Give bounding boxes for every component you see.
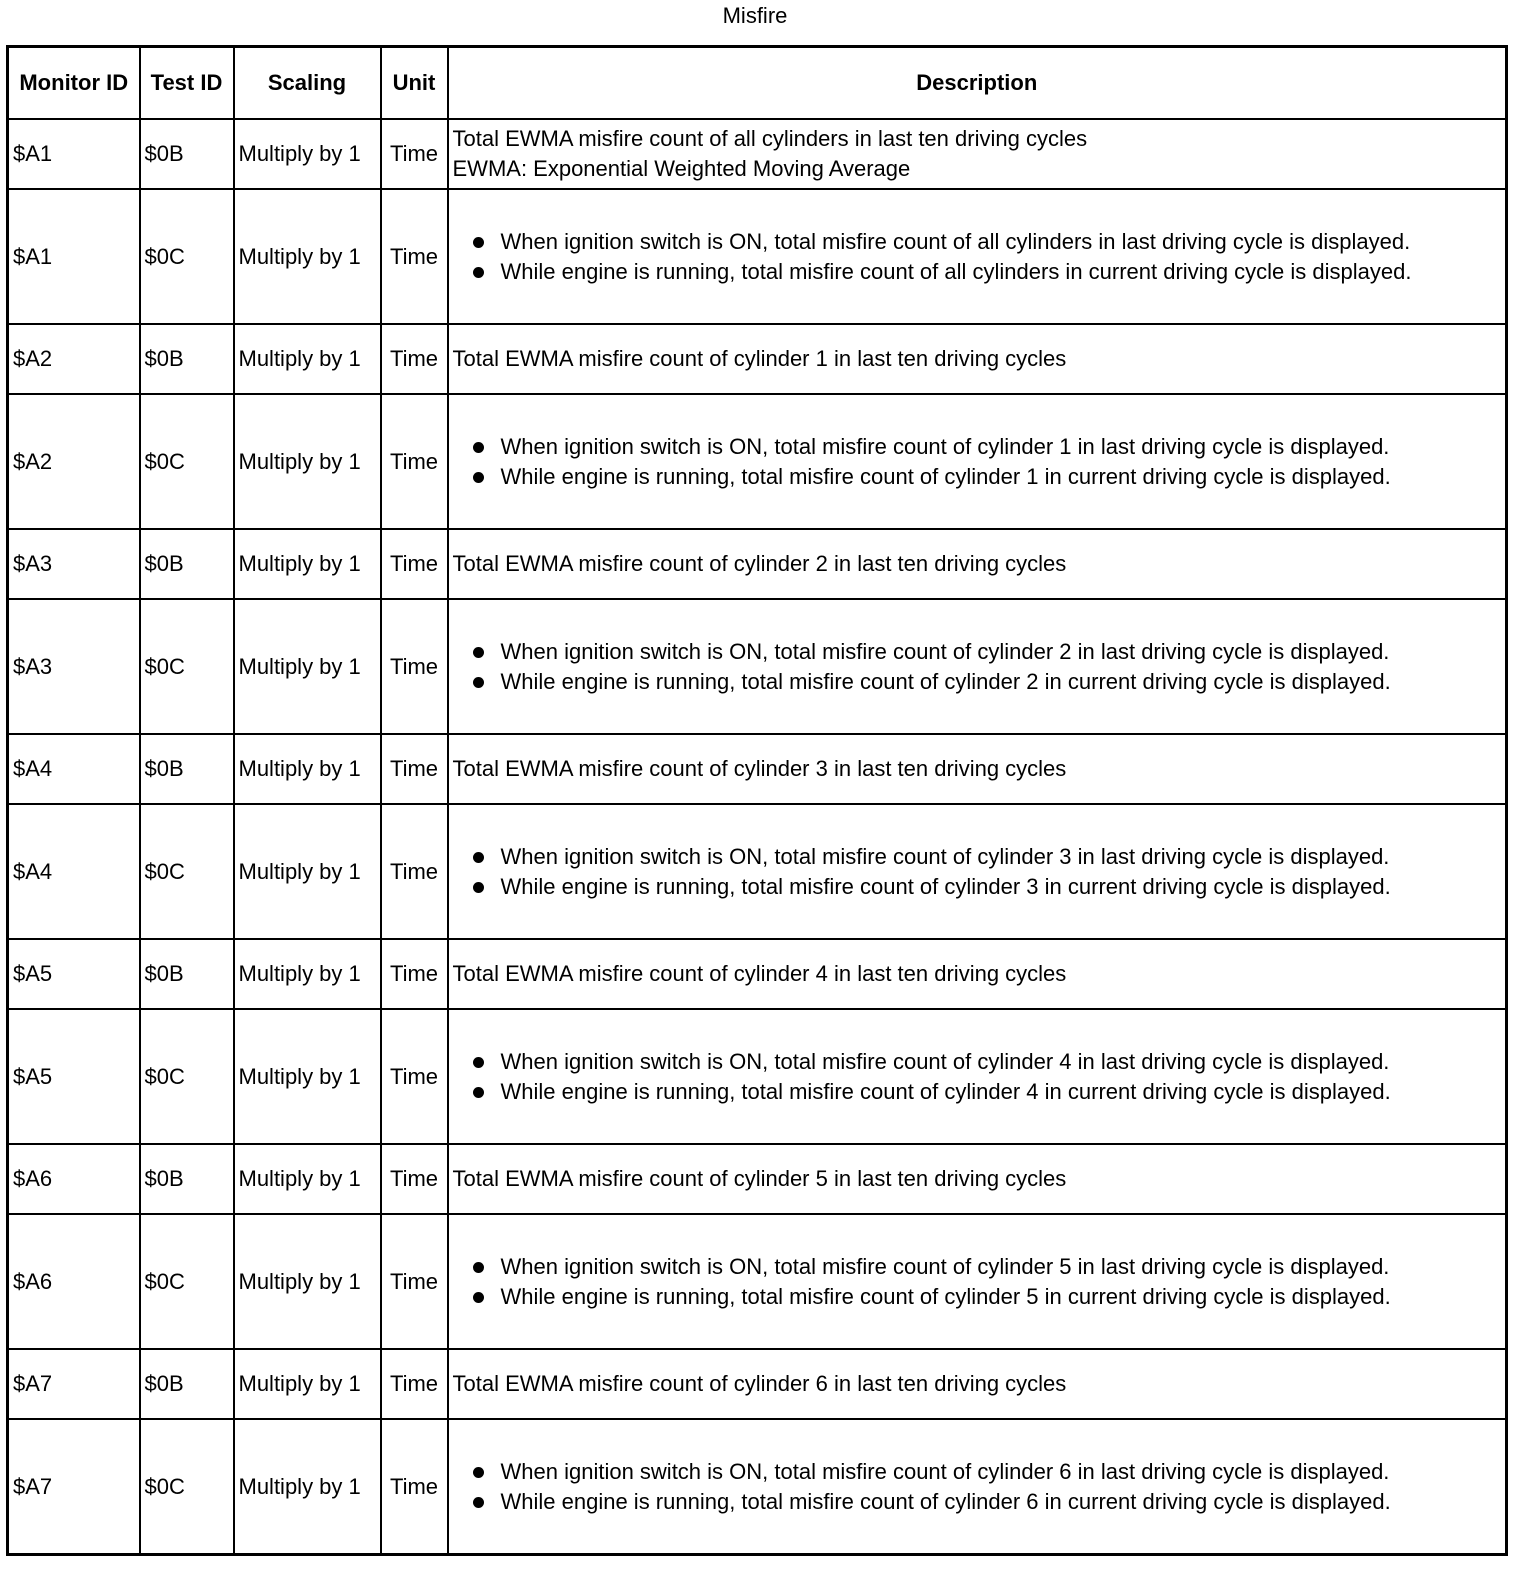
description-bullet: When ignition switch is ON, total misfire count of cylinder 2 in last driving cycle is displayed. — [501, 637, 1502, 667]
description-bullet: When ignition switch is ON, total misfire count of cylinder 5 in last driving cycle is displayed. — [501, 1252, 1502, 1282]
description-cell — [448, 1214, 1507, 1349]
header-monitor-id: Monitor ID — [8, 47, 140, 120]
test-id-cell: $0B — [140, 119, 234, 189]
description-line: Total EWMA misfire count of cylinder 6 in last ten driving cycles — [452, 1371, 1067, 1396]
header-test-id: Test ID — [140, 47, 234, 120]
header-scaling: Scaling — [234, 47, 381, 120]
table-row — [8, 119, 1507, 189]
scaling-cell: Multiply by 1 — [234, 734, 381, 804]
scaling-cell: Multiply by 1 — [234, 804, 381, 939]
description-bullet: While engine is running, total misfire count of cylinder 6 in current driving cycle is displayed. — [501, 1487, 1502, 1517]
description-line: EWMA: Exponential Weighted Moving Average — [452, 156, 911, 181]
table-row — [8, 734, 1507, 804]
test-id-cell: $0B — [140, 324, 234, 394]
description-cell — [448, 1349, 1507, 1419]
unit-cell: Time — [381, 324, 448, 394]
description-bullet: While engine is running, total misfire count of cylinder 2 in current driving cycle is displayed. — [501, 667, 1502, 697]
monitor-id-cell: $A2 — [8, 394, 140, 529]
table-row — [8, 804, 1507, 939]
table-row — [8, 189, 1507, 324]
description-cell — [448, 1009, 1507, 1144]
scaling-cell: Multiply by 1 — [234, 1419, 381, 1555]
table-row — [8, 529, 1507, 599]
unit-cell: Time — [381, 1349, 448, 1419]
test-id-cell: $0B — [140, 734, 234, 804]
test-id-cell: $0B — [140, 529, 234, 599]
test-id-cell: $0B — [140, 939, 234, 1009]
unit-cell: Time — [381, 939, 448, 1009]
description-bullet: When ignition switch is ON, total misfire count of all cylinders in last driving cycle is displayed. — [501, 227, 1502, 257]
description-cell — [448, 1144, 1507, 1214]
test-id-cell: $0B — [140, 1349, 234, 1419]
test-id-cell: $0C — [140, 1009, 234, 1144]
description-bullet-list — [453, 1047, 1502, 1107]
monitor-id-cell: $A4 — [8, 804, 140, 939]
description-bullet: When ignition switch is ON, total misfire count of cylinder 3 in last driving cycle is displayed. — [501, 842, 1502, 872]
description-bullet: When ignition switch is ON, total misfire count of cylinder 1 in last driving cycle is displayed. — [501, 432, 1502, 462]
table-header-row — [8, 47, 1507, 120]
description-line: Total EWMA misfire count of cylinder 5 in last ten driving cycles — [452, 1166, 1067, 1191]
description-cell — [448, 189, 1507, 324]
description-cell — [448, 324, 1507, 394]
test-id-cell: $0B — [140, 1144, 234, 1214]
description-bullet-list — [453, 1457, 1502, 1517]
scaling-cell: Multiply by 1 — [234, 1009, 381, 1144]
test-id-cell: $0C — [140, 1214, 234, 1349]
scaling-cell: Multiply by 1 — [234, 324, 381, 394]
scaling-cell: Multiply by 1 — [234, 1144, 381, 1214]
description-cell — [448, 1419, 1507, 1555]
unit-cell: Time — [381, 804, 448, 939]
unit-cell: Time — [381, 599, 448, 734]
description-cell — [448, 599, 1507, 734]
scaling-cell: Multiply by 1 — [234, 1214, 381, 1349]
description-cell — [448, 394, 1507, 529]
table-body — [8, 119, 1507, 1555]
description-line: Total EWMA misfire count of cylinder 2 in last ten driving cycles — [452, 551, 1067, 576]
unit-cell: Time — [381, 529, 448, 599]
description-bullet-list — [453, 637, 1502, 697]
unit-cell: Time — [381, 1419, 448, 1555]
table-row — [8, 1144, 1507, 1214]
table-row — [8, 1009, 1507, 1144]
description-cell — [448, 119, 1507, 189]
unit-cell: Time — [381, 189, 448, 324]
misfire-table — [6, 45, 1508, 1556]
scaling-cell: Multiply by 1 — [234, 119, 381, 189]
description-bullet-list — [453, 227, 1502, 287]
description-cell — [448, 734, 1507, 804]
unit-cell: Time — [381, 734, 448, 804]
monitor-id-cell: $A1 — [8, 189, 140, 324]
description-line: Total EWMA misfire count of cylinder 3 in last ten driving cycles — [452, 756, 1067, 781]
monitor-id-cell: $A6 — [8, 1144, 140, 1214]
description-bullet: When ignition switch is ON, total misfire count of cylinder 4 in last driving cycle is displayed. — [501, 1047, 1502, 1077]
test-id-cell: $0C — [140, 189, 234, 324]
description-bullet: While engine is running, total misfire count of cylinder 3 in current driving cycle is displayed. — [501, 872, 1502, 902]
scaling-cell: Multiply by 1 — [234, 599, 381, 734]
description-cell — [448, 939, 1507, 1009]
monitor-id-cell: $A5 — [8, 939, 140, 1009]
table-row — [8, 324, 1507, 394]
unit-cell: Time — [381, 394, 448, 529]
test-id-cell: $0C — [140, 394, 234, 529]
description-line: Total EWMA misfire count of cylinder 1 in last ten driving cycles — [452, 346, 1067, 371]
description-line: Total EWMA misfire count of cylinder 4 in last ten driving cycles — [452, 961, 1067, 986]
description-cell — [448, 529, 1507, 599]
description-bullet-list — [453, 1252, 1502, 1312]
scaling-cell: Multiply by 1 — [234, 529, 381, 599]
header-unit: Unit — [381, 47, 448, 120]
monitor-id-cell: $A1 — [8, 119, 140, 189]
header-description: Description — [448, 47, 1507, 120]
scaling-cell: Multiply by 1 — [234, 394, 381, 529]
monitor-id-cell: $A2 — [8, 324, 140, 394]
description-bullet: While engine is running, total misfire count of cylinder 4 in current driving cycle is displayed. — [501, 1077, 1502, 1107]
unit-cell: Time — [381, 119, 448, 189]
monitor-id-cell: $A7 — [8, 1419, 140, 1555]
scaling-cell: Multiply by 1 — [234, 1349, 381, 1419]
table-row — [8, 1349, 1507, 1419]
test-id-cell: $0C — [140, 804, 234, 939]
monitor-id-cell: $A6 — [8, 1214, 140, 1349]
unit-cell: Time — [381, 1009, 448, 1144]
monitor-id-cell: $A5 — [8, 1009, 140, 1144]
description-bullet: When ignition switch is ON, total misfire count of cylinder 6 in last driving cycle is displayed. — [501, 1457, 1502, 1487]
description-line: Total EWMA misfire count of all cylinders in last ten driving cycles — [452, 126, 1088, 151]
table-row — [8, 1419, 1507, 1555]
description-bullet-list — [453, 842, 1502, 902]
scaling-cell: Multiply by 1 — [234, 189, 381, 324]
monitor-id-cell: $A4 — [8, 734, 140, 804]
table-row — [8, 599, 1507, 734]
unit-cell: Time — [381, 1214, 448, 1349]
description-bullet: While engine is running, total misfire count of cylinder 1 in current driving cycle is displayed. — [501, 462, 1502, 492]
monitor-id-cell: $A7 — [8, 1349, 140, 1419]
monitor-id-cell: $A3 — [8, 529, 140, 599]
table-row — [8, 939, 1507, 1009]
scaling-cell: Multiply by 1 — [234, 939, 381, 1009]
table-row — [8, 1214, 1507, 1349]
monitor-id-cell: $A3 — [8, 599, 140, 734]
description-bullet: While engine is running, total misfire count of all cylinders in current driving cycle is displayed. — [501, 257, 1502, 287]
description-bullet: While engine is running, total misfire count of cylinder 5 in current driving cycle is displayed. — [501, 1282, 1502, 1312]
page-title: Misfire — [722, 3, 788, 28]
description-bullet-list — [453, 432, 1502, 492]
table-row — [8, 394, 1507, 529]
description-cell — [448, 804, 1507, 939]
unit-cell: Time — [381, 1144, 448, 1214]
test-id-cell: $0C — [140, 599, 234, 734]
test-id-cell: $0C — [140, 1419, 234, 1555]
